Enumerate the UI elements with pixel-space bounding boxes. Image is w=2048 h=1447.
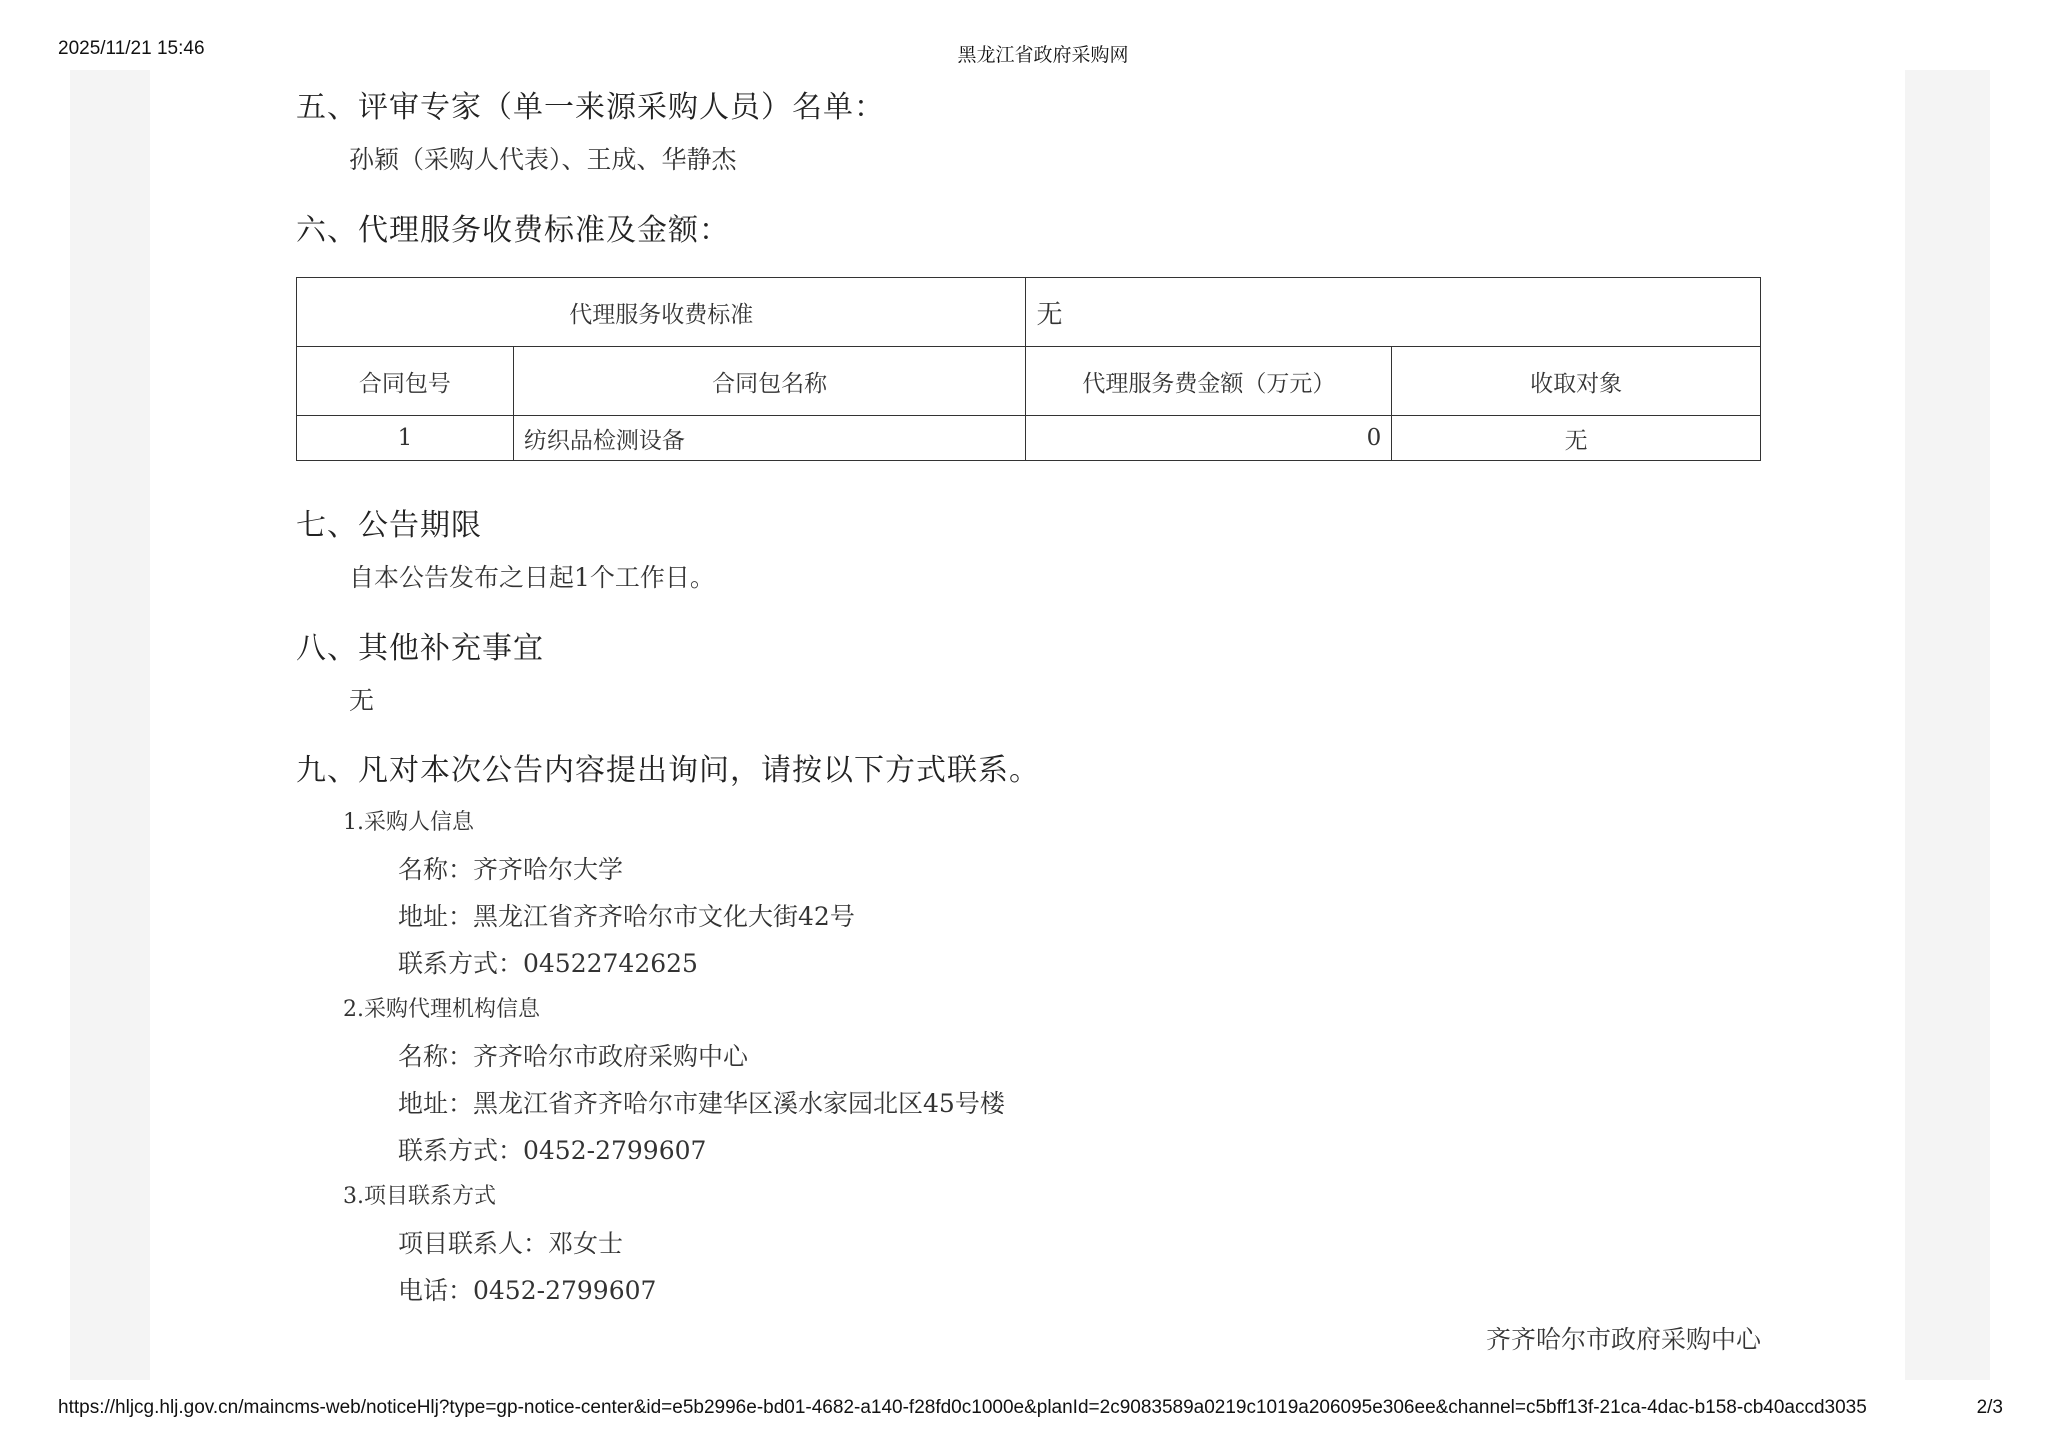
print-datetime: 2025/11/21 15:46 xyxy=(58,38,205,59)
section8-title: 八、其他补充事宜 xyxy=(296,631,544,666)
header-package-name: 合同包名称 xyxy=(513,347,1026,416)
section8-text: 无 xyxy=(349,686,375,715)
cell-fee-target: 无 xyxy=(1392,416,1761,461)
section6-title: 六、代理服务收费标准及金额： xyxy=(296,213,730,248)
section7-text: 自本公告发布之日起1个工作日。 xyxy=(349,563,715,592)
table-row xyxy=(297,416,1761,461)
fee-standard-value: 无 xyxy=(1026,278,1761,347)
purchaser-address: 地址：黑龙江省齐齐哈尔市文化大街42号 xyxy=(398,902,855,931)
project-phone: 电话：0452-2799607 xyxy=(398,1276,657,1305)
agency-contact: 联系方式：0452-2799607 xyxy=(398,1136,707,1165)
purchaser-name: 名称：齐齐哈尔大学 xyxy=(398,855,624,884)
agency-heading: 2.采购代理机构信息 xyxy=(343,997,540,1022)
cell-fee-amount: 0 xyxy=(1026,416,1392,461)
fee-table xyxy=(296,277,1761,461)
header-fee-target: 收取对象 xyxy=(1392,347,1761,416)
fee-header-row xyxy=(297,347,1761,416)
purchaser-contact: 联系方式：04522742625 xyxy=(398,949,698,978)
cell-package-no: 1 xyxy=(297,416,514,461)
print-url: https://hljcg.hlj.gov.cn/maincms-web/noticeHlj?type=gp-notice-center&id=e5b2996e-bd01-4682-a140-f28fd0c1000e&planId=2c9083589a0219c1019a206095e306ee&channel=c5bff13f-21ca-4dac-b158-cb40accd3035 xyxy=(58,1397,1867,1418)
fee-standard-label: 代理服务收费标准 xyxy=(297,278,1026,347)
purchaser-heading: 1.采购人信息 xyxy=(343,810,474,835)
cell-package-name: 纺织品检测设备 xyxy=(513,416,1026,461)
section5-title: 五、评审专家（单一来源采购人员）名单： xyxy=(296,90,885,125)
print-page-number: 2/3 xyxy=(1976,1397,2003,1418)
project-heading: 3.项目联系方式 xyxy=(343,1184,496,1209)
agency-address: 地址：黑龙江省齐齐哈尔市建华区溪水家园北区45号楼 xyxy=(398,1089,1005,1118)
section5-text: 孙颖（采购人代表）、王成、华静杰 xyxy=(349,145,737,174)
section7-title: 七、公告期限 xyxy=(296,508,482,543)
project-contact-person: 项目联系人：邓女士 xyxy=(398,1229,624,1258)
header-fee-amount: 代理服务费金额（万元） xyxy=(1026,347,1392,416)
print-site-title: 黑龙江省政府采购网 xyxy=(957,45,1129,66)
print-header xyxy=(0,38,2048,66)
header-package-no: 合同包号 xyxy=(297,347,514,416)
print-footer xyxy=(0,1397,2048,1425)
agency-name: 名称：齐齐哈尔市政府采购中心 xyxy=(398,1042,749,1071)
fee-standard-row xyxy=(297,278,1761,347)
signature-organization: 齐齐哈尔市政府采购中心 xyxy=(1485,1325,1761,1354)
section9-title: 九、凡对本次公告内容提出询问，请按以下方式联系。 xyxy=(296,753,1040,788)
